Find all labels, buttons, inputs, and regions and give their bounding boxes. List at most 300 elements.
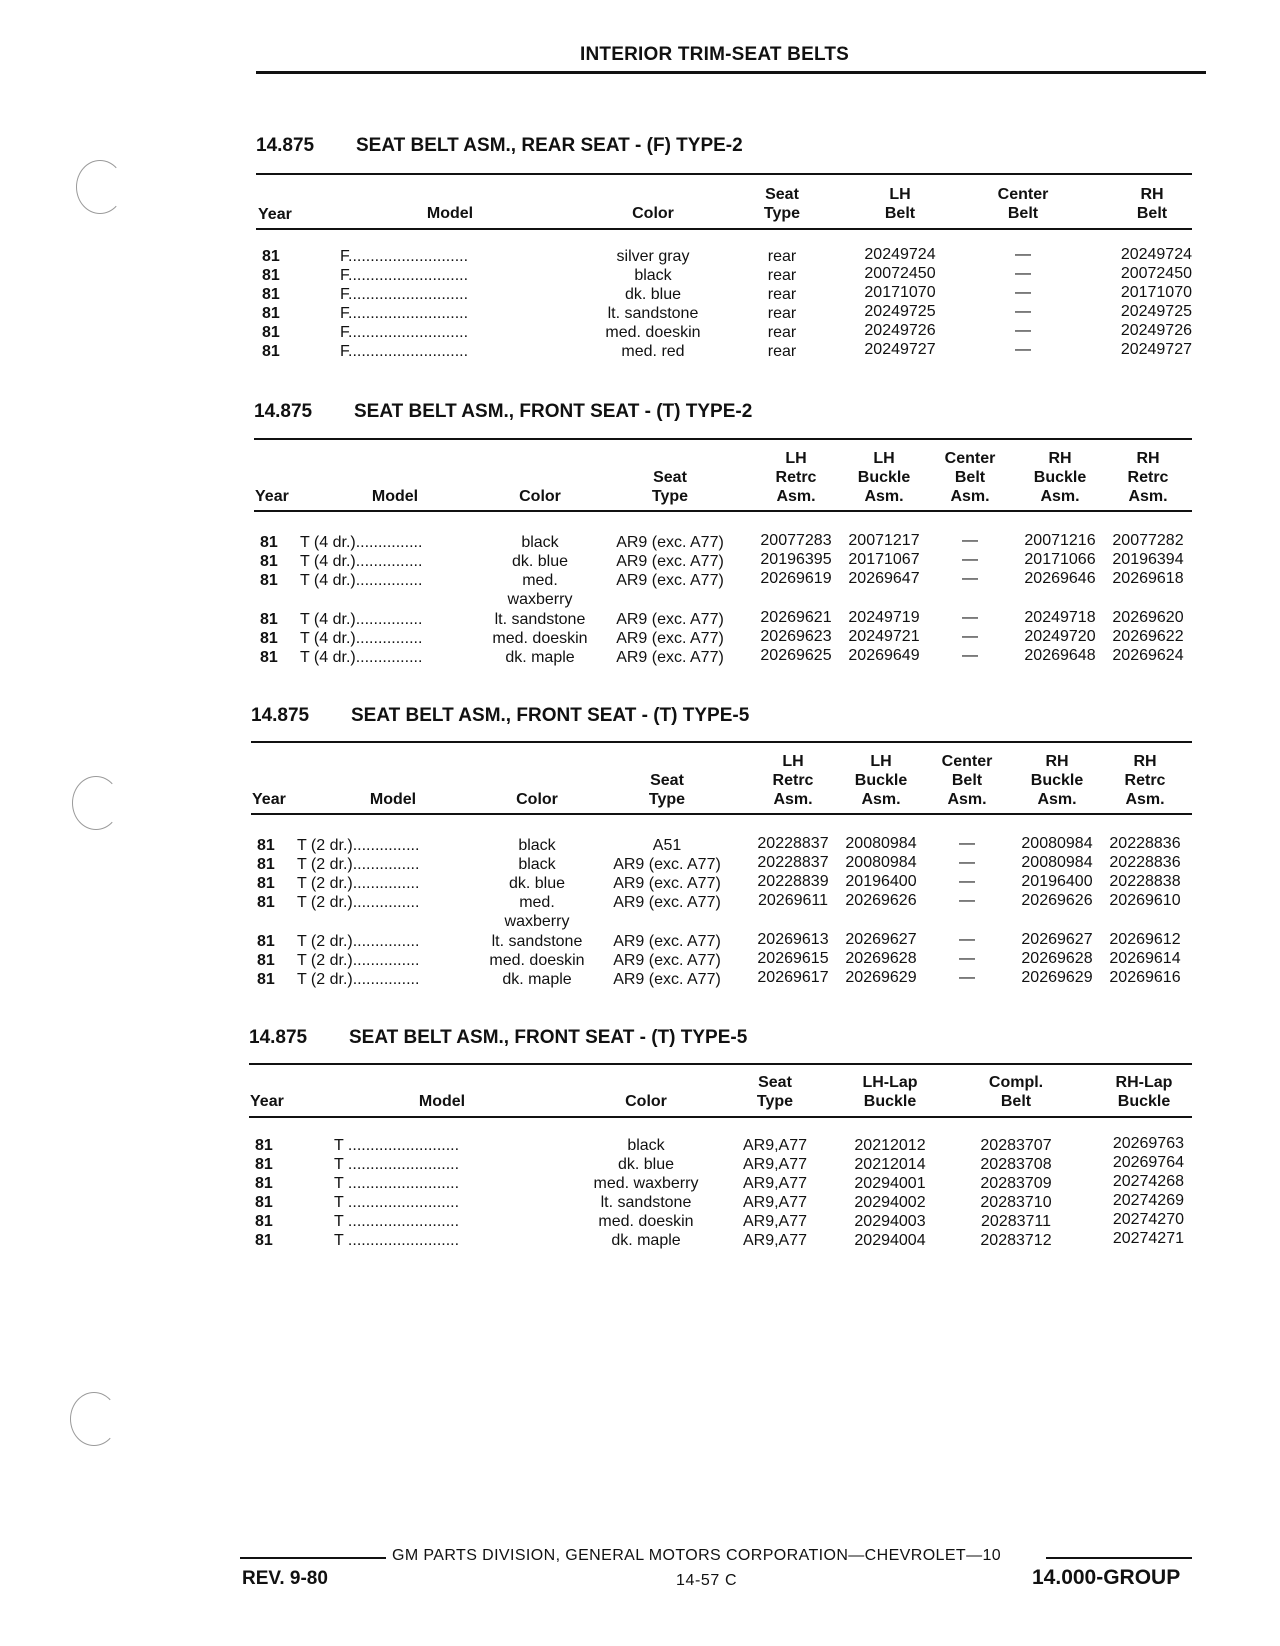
table-cell: med. red xyxy=(621,343,685,360)
column-header-year xyxy=(250,1092,284,1111)
table-cell: dk. blue xyxy=(617,1156,675,1173)
column-header-rh-buckle-asm xyxy=(1017,752,1097,809)
table-cell: — xyxy=(1015,284,1031,301)
table-cell: black xyxy=(518,856,556,873)
column-header-line: Model xyxy=(371,488,419,505)
table-cell: med. doeskin xyxy=(492,630,588,647)
table-cell: 81 xyxy=(257,837,275,854)
table-cell: 81 xyxy=(260,553,278,570)
column-header-center-belt xyxy=(983,185,1063,223)
table-cell: 20294003 xyxy=(854,1213,926,1230)
column-header-line: Asm. xyxy=(776,488,816,505)
column-header-year xyxy=(252,790,286,809)
table-cell: black xyxy=(627,1137,665,1154)
table-cell: T (2 dr.)............... xyxy=(297,837,420,854)
table-cell: 20269628 xyxy=(845,950,917,967)
table-cell: 20080984 xyxy=(1021,854,1093,871)
table-cell: 20283711 xyxy=(981,1213,1051,1230)
table-cell: 20269628 xyxy=(1021,950,1093,967)
table-cell: lt. sandstone xyxy=(600,1194,692,1211)
column-header-line: Seat xyxy=(650,772,684,789)
column-header-lh-buckle-asm xyxy=(844,449,924,506)
table-cell: 20269617 xyxy=(757,969,829,986)
column-header-line: RH xyxy=(1140,186,1164,203)
column-header-rh-buckle-asm xyxy=(1020,449,1100,506)
column-header-line: Asm. xyxy=(1128,488,1168,505)
table-cell: — xyxy=(1015,246,1031,263)
column-header-line: Belt xyxy=(884,205,916,222)
table-cell: 81 xyxy=(257,952,275,969)
table-cell: 20196395 xyxy=(760,551,832,568)
table-cell: med. xyxy=(519,894,555,911)
column-header-line: RH xyxy=(1045,753,1069,770)
column-header-color xyxy=(500,487,580,506)
table-cell: 81 xyxy=(257,933,275,950)
table-cell: med. doeskin xyxy=(605,324,701,341)
table-cell: 20249727 xyxy=(1120,341,1192,358)
table-cell: 20269629 xyxy=(1021,969,1093,986)
table-cell: 20196400 xyxy=(1021,873,1093,890)
table-cell: 81 xyxy=(257,856,275,873)
binder-hole-mark xyxy=(76,160,124,214)
table-cell: 20283712 xyxy=(980,1232,1052,1249)
table-cell: — xyxy=(962,570,978,587)
column-header-seat-type xyxy=(627,771,707,809)
column-header-line: Type xyxy=(651,488,689,505)
table-cell: 81 xyxy=(255,1137,273,1154)
table-cell: 20269622 xyxy=(1112,628,1184,645)
column-header-line: Color xyxy=(625,1093,667,1110)
table-cell: waxberry xyxy=(504,913,570,930)
column-header-line: LH xyxy=(870,753,892,770)
table-cell: 20249721 xyxy=(848,628,920,645)
table-cell: rear xyxy=(767,248,797,265)
column-header-lh-lap-buckle xyxy=(850,1073,930,1111)
table-cell: AR9 (exc. A77) xyxy=(616,572,724,589)
table-cell: AR9 (exc. A77) xyxy=(616,534,724,551)
table-cell: AR9,A77 xyxy=(742,1213,808,1230)
table-cell: 20080984 xyxy=(1021,835,1093,852)
column-header-line: RH xyxy=(1136,450,1160,467)
section-number: 14.875 xyxy=(249,1027,308,1048)
column-header-line: Center xyxy=(944,450,996,467)
table-cell: F........................... xyxy=(340,248,469,265)
section-heading: SEAT BELT ASM., FRONT SEAT - (T) TYPE-2 xyxy=(354,401,753,422)
table-cell: 81 xyxy=(255,1213,273,1230)
table-cell: AR9 (exc. A77) xyxy=(616,630,724,647)
table-cell: med. xyxy=(522,572,558,589)
table-cell: dk. blue xyxy=(624,286,682,303)
table-cell: 20228837 xyxy=(757,835,829,852)
table-cell: 20249726 xyxy=(864,322,936,339)
header-bottom-rule xyxy=(249,1116,1192,1118)
table-cell: T (2 dr.)............... xyxy=(297,952,420,969)
table-cell: 81 xyxy=(255,1194,273,1211)
column-header-line: LH xyxy=(873,450,895,467)
column-header-line: Model xyxy=(426,205,474,222)
table-cell: lt. sandstone xyxy=(491,933,583,950)
table-cell: dk. blue xyxy=(511,553,569,570)
table-cell: 20196400 xyxy=(845,873,917,890)
table-cell: 81 xyxy=(260,572,278,589)
table-cell: T ......................... xyxy=(334,1232,460,1249)
table-cell: AR9 (exc. A77) xyxy=(613,933,721,950)
column-header-line: LH xyxy=(785,450,807,467)
column-header-center-belt-asm xyxy=(927,752,1007,809)
table-cell: T (2 dr.)............... xyxy=(297,971,420,988)
column-header-line: Buckle xyxy=(857,469,911,486)
column-header-line: Year xyxy=(255,488,289,505)
table-cell: — xyxy=(959,969,975,986)
column-header-center-belt-asm xyxy=(930,449,1010,506)
table-cell: med. doeskin xyxy=(598,1213,694,1230)
section-title xyxy=(249,1027,747,1049)
table-cell: 20274270 xyxy=(1112,1211,1184,1228)
column-header-line: Color xyxy=(519,488,561,505)
table-cell: T (4 dr.)............... xyxy=(300,572,423,589)
table-cell: 81 xyxy=(262,286,280,303)
column-header-model xyxy=(392,1092,492,1111)
table-cell: rear xyxy=(767,324,797,341)
table-cell: AR9,A77 xyxy=(742,1232,808,1249)
table-cell: 20283709 xyxy=(980,1175,1052,1192)
footer-publisher: GM PARTS DIVISION, GENERAL MOTORS CORPORATION—CHEVROLET—10 xyxy=(392,1547,1002,1564)
column-header-seat-type xyxy=(742,185,822,223)
binder-hole-mark xyxy=(72,776,120,830)
column-header-line: Buckle xyxy=(1033,469,1087,486)
table-cell: — xyxy=(962,628,978,645)
footer-rule-right xyxy=(1046,1557,1192,1559)
table-cell: 20077283 xyxy=(760,532,832,549)
column-header-line: Belt xyxy=(1000,1093,1032,1110)
binder-hole-mark xyxy=(70,1392,118,1446)
table-cell: 81 xyxy=(262,305,280,322)
table-cell: rear xyxy=(767,343,797,360)
table-cell: F........................... xyxy=(340,305,469,322)
table-cell: 20072450 xyxy=(1120,265,1192,282)
table-cell: 20294002 xyxy=(854,1194,926,1211)
column-header-line: Retrc xyxy=(1124,772,1166,789)
header-bottom-rule xyxy=(256,228,1192,230)
table-cell: 20269626 xyxy=(845,892,917,909)
table-cell: — xyxy=(962,551,978,568)
column-header-line: Retrc xyxy=(772,772,814,789)
table-cell: AR9,A77 xyxy=(742,1156,808,1173)
table-cell: — xyxy=(959,931,975,948)
column-header-rh-lap-buckle xyxy=(1104,1073,1184,1111)
column-header-lh-retrc-asm xyxy=(756,449,836,506)
table-cell: 20171067 xyxy=(848,551,920,568)
table-cell: T ......................... xyxy=(334,1156,460,1173)
table-cell: 20294004 xyxy=(854,1232,926,1249)
column-header-lh-buckle-asm xyxy=(841,752,921,809)
table-cell: 81 xyxy=(262,343,280,360)
table-cell: AR9 (exc. A77) xyxy=(616,553,724,570)
table-cell: 20228839 xyxy=(757,873,829,890)
table-cell: AR9 (exc. A77) xyxy=(616,649,724,666)
column-header-line: Color xyxy=(516,791,558,808)
table-cell: 20269646 xyxy=(1024,570,1096,587)
column-header-line: Asm. xyxy=(950,488,990,505)
column-header-lh-belt xyxy=(860,185,940,223)
table-cell: A51 xyxy=(652,837,682,854)
table-cell: 20212012 xyxy=(854,1137,926,1154)
table-cell: — xyxy=(959,835,975,852)
column-header-line: Color xyxy=(632,205,674,222)
column-header-line: Asm. xyxy=(1040,488,1080,505)
column-header-line: RH-Lap xyxy=(1115,1074,1173,1091)
section-number: 14.875 xyxy=(256,135,315,156)
column-header-line: Asm. xyxy=(864,488,904,505)
table-cell: 20274269 xyxy=(1112,1192,1184,1209)
table-cell: 20228837 xyxy=(757,854,829,871)
table-cell: dk. maple xyxy=(505,649,575,666)
table-cell: 20269763 xyxy=(1112,1135,1184,1152)
column-header-line: Year xyxy=(252,791,286,808)
table-cell: — xyxy=(962,532,978,549)
table-cell: 20249725 xyxy=(864,303,936,320)
column-header-line: Buckle xyxy=(863,1093,917,1110)
table-cell: med. doeskin xyxy=(489,952,585,969)
group-number: 14.000-GROUP xyxy=(1032,1566,1181,1589)
column-header-line: Buckle xyxy=(854,772,908,789)
column-header-model xyxy=(345,487,445,506)
column-header-color xyxy=(606,1092,686,1111)
table-cell: 20269612 xyxy=(1109,931,1181,948)
column-header-line: Year xyxy=(258,206,292,223)
header-bottom-rule xyxy=(251,813,1192,815)
table-cell: silver gray xyxy=(616,248,690,265)
column-header-seat-type xyxy=(735,1073,815,1111)
table-cell: 20171070 xyxy=(1120,284,1192,301)
column-header-rh-retrc-asm xyxy=(1105,752,1185,809)
table-cell: 81 xyxy=(262,324,280,341)
table-cell: AR9 (exc. A77) xyxy=(613,894,721,911)
table-cell: 81 xyxy=(255,1175,273,1192)
table-cell: — xyxy=(1015,303,1031,320)
table-cell: AR9 (exc. A77) xyxy=(613,856,721,873)
table-cell: T (4 dr.)............... xyxy=(300,649,423,666)
column-header-line: Model xyxy=(418,1093,466,1110)
table-cell: — xyxy=(959,854,975,871)
column-header-line: Center xyxy=(997,186,1049,203)
table-cell: 20171070 xyxy=(864,284,936,301)
section-heading: SEAT BELT ASM., REAR SEAT - (F) TYPE-2 xyxy=(356,135,743,156)
table-cell: T (2 dr.)............... xyxy=(297,933,420,950)
page-number: 14-57 C xyxy=(676,1572,738,1589)
table-cell: — xyxy=(1015,341,1031,358)
table-cell: dk. maple xyxy=(611,1232,681,1249)
table-cell: T (4 dr.)............... xyxy=(300,630,423,647)
revision-date: REV. 9-80 xyxy=(242,1568,328,1589)
section-number: 14.875 xyxy=(251,705,310,726)
table-cell: lt. sandstone xyxy=(494,611,586,628)
column-header-line: Buckle xyxy=(1030,772,1084,789)
table-cell: 20269623 xyxy=(760,628,832,645)
table-cell: 20269618 xyxy=(1112,570,1184,587)
table-cell: 20212014 xyxy=(854,1156,926,1173)
table-cell: black xyxy=(518,837,556,854)
column-header-model xyxy=(343,790,443,809)
table-cell: 20283707 xyxy=(980,1137,1052,1154)
table-cell: 20269620 xyxy=(1112,609,1184,626)
table-cell: 20269649 xyxy=(848,647,920,664)
section-title xyxy=(254,401,752,423)
column-header-line: Seat xyxy=(758,1074,792,1091)
column-header-year xyxy=(255,487,289,506)
column-header-line: Asm. xyxy=(773,791,813,808)
table-cell: 20269619 xyxy=(760,570,832,587)
table-cell: 81 xyxy=(257,875,275,892)
table-cell: 81 xyxy=(260,649,278,666)
table-cell: 20269626 xyxy=(1021,892,1093,909)
table-cell: 20249724 xyxy=(1120,246,1192,263)
table-cell: 20283710 xyxy=(980,1194,1052,1211)
column-header-line: Model xyxy=(369,791,417,808)
table-cell: 81 xyxy=(257,894,275,911)
table-cell: AR9 (exc. A77) xyxy=(613,952,721,969)
table-cell: 81 xyxy=(260,630,278,647)
table-cell: T ......................... xyxy=(334,1194,460,1211)
table-cell: 20269614 xyxy=(1109,950,1181,967)
header-divider xyxy=(256,71,1206,74)
table-cell: T ......................... xyxy=(334,1137,460,1154)
table-cell: AR9,A77 xyxy=(742,1194,808,1211)
table-cell: lt. sandstone xyxy=(607,305,699,322)
table-cell: 20249725 xyxy=(1120,303,1192,320)
table-cell: 20072450 xyxy=(864,265,936,282)
table-cell: — xyxy=(959,892,975,909)
table-cell: 20269627 xyxy=(1021,931,1093,948)
table-cell: T (4 dr.)............... xyxy=(300,553,423,570)
column-header-rh-retrc-asm xyxy=(1108,449,1188,506)
table-cell: — xyxy=(959,950,975,967)
column-header-line: Belt xyxy=(1007,205,1039,222)
table-cell: AR9 (exc. A77) xyxy=(616,611,724,628)
table-cell: waxberry xyxy=(507,591,573,608)
table-cell: 20228836 xyxy=(1109,854,1181,871)
section-title xyxy=(251,705,749,727)
column-header-line: LH-Lap xyxy=(862,1074,918,1091)
column-header-compl-belt xyxy=(976,1073,1056,1111)
column-header-line: LH xyxy=(889,186,911,203)
table-cell: black xyxy=(634,267,672,284)
table-cell: 81 xyxy=(262,248,280,265)
table-cell: 20228838 xyxy=(1109,873,1181,890)
table-cell: rear xyxy=(767,267,797,284)
table-cell: T (2 dr.)............... xyxy=(297,856,420,873)
table-cell: 20249724 xyxy=(864,246,936,263)
table-cell: 20269621 xyxy=(760,609,832,626)
table-cell: 81 xyxy=(260,534,278,551)
column-header-color xyxy=(613,204,693,223)
table-cell: T ......................... xyxy=(334,1175,460,1192)
table-cell: AR9 (exc. A77) xyxy=(613,971,721,988)
column-header-line: Seat xyxy=(653,469,687,486)
column-header-line: Belt xyxy=(954,469,986,486)
table-cell: 20269629 xyxy=(845,969,917,986)
table-cell: 20269764 xyxy=(1112,1154,1184,1171)
table-cell: 20080984 xyxy=(845,854,917,871)
column-header-line: RH xyxy=(1133,753,1157,770)
column-header-line: Seat xyxy=(765,186,799,203)
table-cell: 20269625 xyxy=(760,647,832,664)
column-header-line: Asm. xyxy=(1037,791,1077,808)
table-cell: F........................... xyxy=(340,267,469,284)
column-header-line: Asm. xyxy=(1125,791,1165,808)
table-cell: T (2 dr.)............... xyxy=(297,875,420,892)
table-cell: — xyxy=(1015,265,1031,282)
table-cell: T (4 dr.)............... xyxy=(300,534,423,551)
table-cell: F........................... xyxy=(340,324,469,341)
column-header-line: Retrc xyxy=(775,469,817,486)
table-cell: 81 xyxy=(260,611,278,628)
table-top-rule xyxy=(256,173,1192,175)
table-cell: 20294001 xyxy=(854,1175,926,1192)
table-cell: 20196394 xyxy=(1112,551,1184,568)
column-header-model xyxy=(400,204,500,223)
table-cell: 20269648 xyxy=(1024,647,1096,664)
column-header-color xyxy=(497,790,577,809)
table-cell: black xyxy=(521,534,559,551)
table-cell: AR9,A77 xyxy=(742,1137,808,1154)
table-top-rule xyxy=(251,741,1192,743)
page-title: INTERIOR TRIM-SEAT BELTS xyxy=(580,44,850,65)
column-header-line: Type xyxy=(756,1093,794,1110)
column-header-line: Buckle xyxy=(1117,1093,1171,1110)
footer-rule-left xyxy=(240,1557,386,1559)
column-header-line: Belt xyxy=(1136,205,1168,222)
table-cell: T (4 dr.)............... xyxy=(300,611,423,628)
column-header-line: Asm. xyxy=(861,791,901,808)
table-cell: 81 xyxy=(257,971,275,988)
column-header-line: Type xyxy=(763,205,801,222)
table-cell: 20249719 xyxy=(848,609,920,626)
table-cell: 81 xyxy=(255,1232,273,1249)
section-heading: SEAT BELT ASM., FRONT SEAT - (T) TYPE-5 xyxy=(349,1027,748,1048)
table-cell: F........................... xyxy=(340,343,469,360)
table-cell: dk. maple xyxy=(502,971,572,988)
table-cell: 20071217 xyxy=(848,532,920,549)
table-cell: 20269611 xyxy=(758,892,828,909)
table-cell: 20071216 xyxy=(1024,532,1096,549)
column-header-line: Type xyxy=(648,791,686,808)
table-cell: 20274268 xyxy=(1112,1173,1184,1190)
column-header-rh-belt xyxy=(1112,185,1192,223)
table-cell: 20269616 xyxy=(1109,969,1181,986)
table-cell: — xyxy=(959,873,975,890)
table-cell: 20249718 xyxy=(1024,609,1096,626)
table-cell: T ......................... xyxy=(334,1213,460,1230)
table-cell: rear xyxy=(767,286,797,303)
table-top-rule xyxy=(254,438,1192,440)
table-cell: 20269647 xyxy=(848,570,920,587)
table-cell: — xyxy=(962,647,978,664)
table-cell: — xyxy=(962,609,978,626)
section-title xyxy=(256,135,743,157)
table-cell: 20249720 xyxy=(1024,628,1096,645)
column-header-line: Compl. xyxy=(988,1074,1044,1091)
column-header-seat-type xyxy=(630,468,710,506)
column-header-line: Year xyxy=(250,1093,284,1110)
column-header-line: Retrc xyxy=(1127,469,1169,486)
table-cell: 20274271 xyxy=(1112,1230,1184,1247)
column-header-line: Asm. xyxy=(947,791,987,808)
table-cell: T (2 dr.)............... xyxy=(297,894,420,911)
table-cell: med. waxberry xyxy=(593,1175,699,1192)
table-cell: AR9 (exc. A77) xyxy=(613,875,721,892)
table-cell: AR9,A77 xyxy=(742,1175,808,1192)
